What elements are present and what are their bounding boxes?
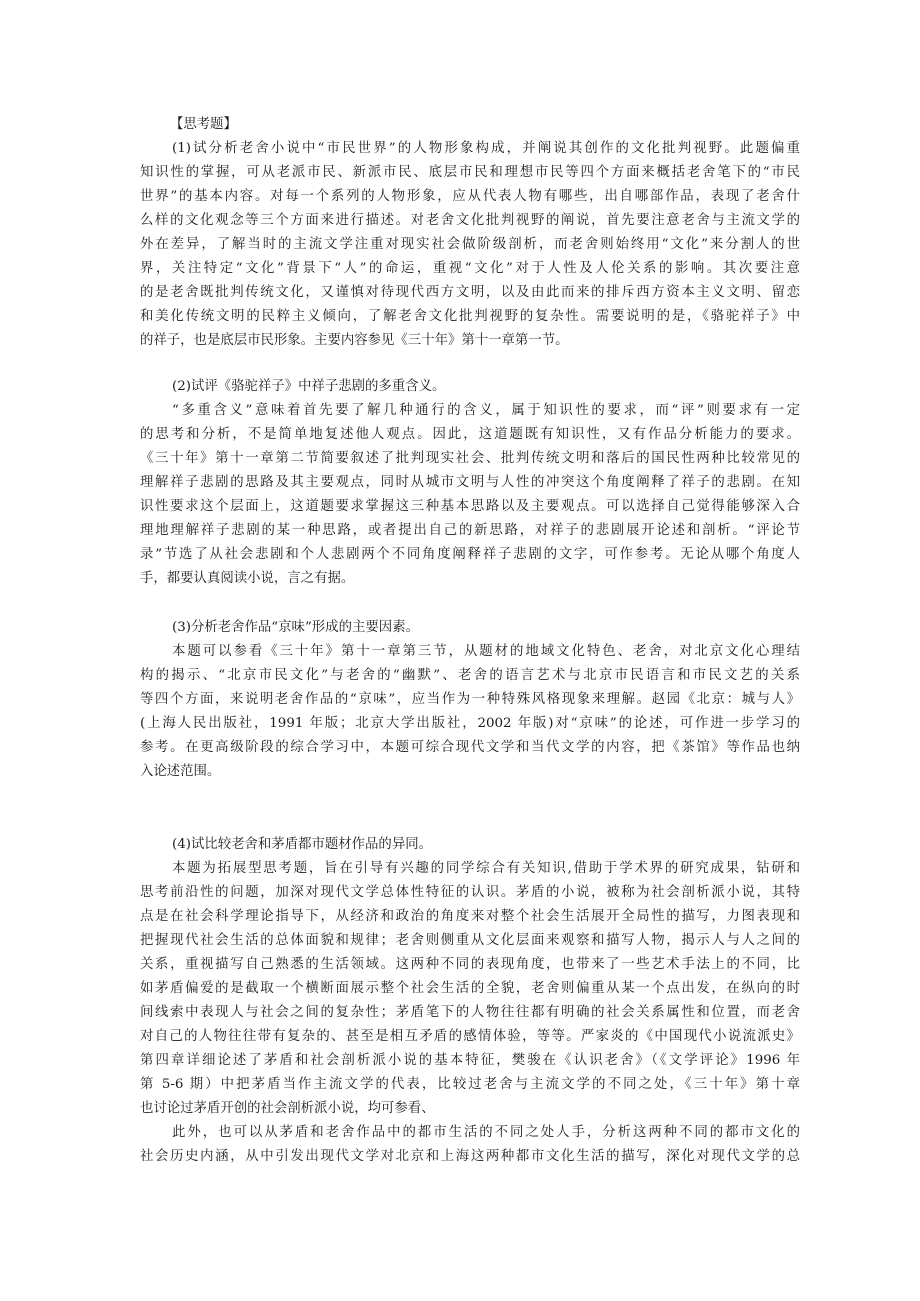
q2-line: “多重含义”意味着首先要了解几种通行的含义，属于知识性的要求，而“评”则要求有一定 <box>172 403 800 418</box>
q1-line: 的祥子，也是底层市民形象。主要内容参见《三十年》第十一章第一节。 <box>140 333 569 348</box>
q4-line: 关系，重视描写自己熟悉的生活领域。这两种不同的表现角度，也带来了一些艺术手法上的不同，比 <box>140 957 800 972</box>
q2-line: 识性要求这个层面上，这道题要求掌握这三种基本思路以及主要观点。可以选择自己觉得能够深入合 <box>140 499 800 514</box>
q1-line: 么样的文化观念等三个方面来进行描述。对老舍文化批判视野的阐说，首先要注意老舍与主流文学的 <box>140 213 800 228</box>
q2-line: 《三十年》第十一章第二节简要叙述了批判现实社会、批判传统文明和落后的国民性两种比较常见的 <box>140 451 800 466</box>
q4-line: 思考前沿性的问题，加深对现代文学总体性特征的认识。茅盾的小说，被称为社会剖析派小说，其特 <box>140 885 800 900</box>
q2-line: 的思考和分析，不是简单地复述他人观点。因此，这道题既有知识性，又有作品分析能力的要求。 <box>140 427 800 442</box>
q1-line: (1)试分析老舍小说中“市民世界”的人物形象构成，并阐说其创作的文化批判视野。此题偏重 <box>172 141 800 156</box>
q4-extra-line: 社会历史内涵，从中引发出现代文学对北京和上海这两种都市文化生活的描写，深化对现代文学的总 <box>140 1149 800 1164</box>
q4-line: 也讨论过茅盾开创的社会剖析派小说，均可参看、 <box>140 1101 435 1116</box>
q4-line: 本题为拓展型思考题，旨在引导有兴趣的同学综合有关知识,借助于学术界的研究成果，钻研和 <box>172 861 800 876</box>
q2-line: 手，都要认真阅读小说，言之有据。 <box>140 571 355 586</box>
q1-line: 世界”的基本内容。对每一个系列的人物形象，应从代表人物有哪些，出自哪部作品，表现了老舍什 <box>140 189 800 204</box>
q4-line: 如茅盾偏爱的是截取一个横断面展示整个社会生活的全貌，老舍则偏重从某一个点出发，在纵向的时 <box>140 981 800 996</box>
q3-line: 入论述范围。 <box>140 764 221 779</box>
q1-line: 的是老舍既批判传统文化，又谨慎对待现代西方文明，以及由此而来的排斥西方资本主义文明、留恋 <box>140 285 800 300</box>
q3-line: 参考。在更高级阶段的综合学习中，本题可综合现代文学和当代文学的内容，把《茶馆》等作品也纳 <box>140 740 800 755</box>
q1-line: 和美化传统文明的民粹主义倾向，了解老舍文化批判视野的复杂性。需要说明的是，《骆驼祥子》中 <box>140 309 800 324</box>
q4-line: 间线索中表现人与社会之间的复杂性；茅盾笔下的人物往往都有明确的社会关系属性和位置，而老舍 <box>140 1005 800 1020</box>
q3-title: (3)分析老舍作品“京味”形成的主要因素。 <box>172 620 419 635</box>
q3-line: (上海人民出版社，1991 年版；北京大学出版社，2002 年版)对“京味”的论述，可作进一步学习的 <box>140 716 800 731</box>
q1-line: 知识性的掌握，可从老派市民、新派市民、底层市民和理想市民等四个方面来概括老舍笔下的“市民 <box>140 165 800 180</box>
q4-line: 第 5-6 期）中把茅盾当作主流文学的代表，比较过老舍与主流文学的不同之处，《三十年》第十章 <box>140 1077 800 1092</box>
q3-line: 等四个方面，来说明老舍作品的“京味”，应当作为一种特殊风格现象来理解。赵园《北京：城与人》 <box>140 692 800 707</box>
q4-line: 点是在社会科学理论指导下，从经济和政治的角度来对整个社会生活展开全局性的描写，力图表现和 <box>140 909 800 924</box>
q3-line: 本题可以参看《三十年》第十一章第三节，从题材的地域文化特色、老舍，对北京文化心理结 <box>172 644 800 659</box>
q4-title: (4)试比较老舍和茅盾都市题材作品的异同。 <box>172 837 432 852</box>
q2-title: (2)试评《骆驼祥子》中祥子悲剧的多重含义。 <box>172 379 446 394</box>
section-heading: 【思考题】 <box>170 117 237 132</box>
q4-line: 把握现代社会生活的总体面貌和规律；老舍则侧重从文化层面来观察和描写人物，揭示人与人之间的 <box>140 933 800 948</box>
q4-line: 对自己的人物往往带有复杂的、甚至是相互矛盾的感情体验，等等。严家炎的《中国现代小说流派史》 <box>140 1029 800 1044</box>
q4-line: 第四章详细论述了茅盾和社会剖析派小说的基本特征，樊骏在《认识老舍》（《文学评论》1996 年 <box>140 1053 800 1068</box>
q3-line: 构的揭示、“北京市民文化”与老舍的“幽默”、老舍的语言艺术与北京市民语言和市民文艺的关系 <box>140 668 800 683</box>
q1-line: 外在差异，了解当时的主流文学注重对现实社会做阶级剖析，而老舍则始终用“文化”来分割人的世 <box>140 237 800 252</box>
q1-line: 界，关注特定“文化”背景下“人”的命运，重视“文化”对于人性及人伦关系的影响。其次要注意 <box>140 261 800 276</box>
q2-line: 录”节选了从社会悲剧和个人悲剧两个不同角度阐释祥子悲剧的文字，可作参考。无论从哪个角度人 <box>140 547 800 562</box>
q4-extra-line: 此外，也可以从茅盾和老舍作品中的都市生活的不同之处人手，分析这两种不同的都市文化的 <box>172 1125 800 1140</box>
q2-line: 理解祥子悲剧的思路及其主要观点，同时从城市文明与人性的冲突这个角度阐释了祥子的悲剧。在知 <box>140 475 800 490</box>
q2-line: 理地理解祥子悲剧的某一种思路，或者提出自己的新思路，对祥子的悲剧展开论述和剖析。“评论节 <box>140 523 800 538</box>
